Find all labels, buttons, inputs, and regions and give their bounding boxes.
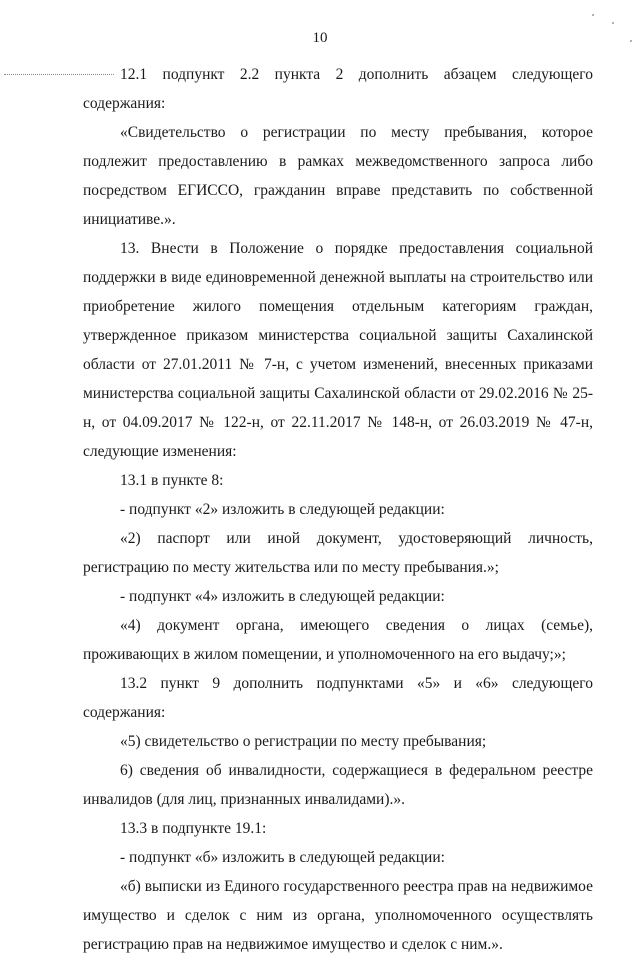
paragraph-certificate-quote: «Свидетельство о регистрации по месту пребывания, которое подлежит предоставлению в рамках межведомственного запроса либо посредством ЕГИССО, гражданин вправе представить по собственной инициативе.». — [83, 124, 593, 228]
paragraph-subitem-6: 6) сведения об инвалидности, содержащиеся в федеральном реестре инвалидов (для лиц, признанных инвалидами).». — [83, 762, 593, 808]
scan-artifact-speck — [612, 22, 614, 24]
paragraph-subitem-b: «б) выписки из Единого государственного реестра прав на недвижимое имущество и сделок с ним из органа, уполномоченного осуществлять регистрацию прав на недвижимое имущество и сделок с ним.». — [83, 878, 593, 953]
paragraph-13: 13. Внести в Положение о порядке предоставления социальной поддержки в виде единовременной денежной выплаты на строительство или приобретение жилого помещения отдельным категориям граждан, утвержденное приказом министерства социальной защиты Сахалинской области от 27.01.2011 № 7-н, с учетом изменений, внесенных приказами министерства социальной защиты Сахалинской области от 29.02.2016 № 25-н, от 04.09.2017 № 122-н, от 22.11.2017 № 148-н, от 26.03.2019 № 47-н, следующие изменения: — [83, 240, 593, 460]
document-body — [83, 60, 593, 959]
paragraph-subitem-4: «4) документ органа, имеющего сведения о лицах (семье), проживающих в жилом помещении, и уполномоченного на его выдачу;»; — [83, 617, 593, 663]
paragraph-subitem-4-intro: - подпункт «4» изложить в следующей редакции: — [120, 588, 445, 605]
paragraph-12-1: 12.1 подпункт 2.2 пункта 2 дополнить абзацем следующего содержания: — [83, 66, 593, 112]
paragraph-subitem-2: «2) паспорт или иной документ, удостоверяющий личность, регистрацию по месту жительства или по месту пребывания.»; — [83, 530, 593, 576]
paragraph-subitem-2-intro: - подпункт «2» изложить в следующей редакции: — [120, 501, 445, 518]
scan-artifact-speck — [630, 40, 632, 42]
paragraph-13-1: 13.1 в пункте 8: — [120, 472, 224, 489]
paragraph-subitem-5: «5) свидетельство о регистрации по месту пребывания; — [120, 733, 487, 750]
page-number: 10 — [312, 30, 328, 46]
paragraph-13-3: 13.3 в подпункте 19.1: — [120, 820, 267, 837]
paragraph-13-2: 13.2 пункт 9 дополнить подпунктами «5» и «6» следующего содержания: — [83, 675, 593, 721]
scan-artifact-speck — [592, 14, 594, 16]
paragraph-subitem-b-intro: - подпункт «б» изложить в следующей редакции: — [120, 849, 445, 866]
